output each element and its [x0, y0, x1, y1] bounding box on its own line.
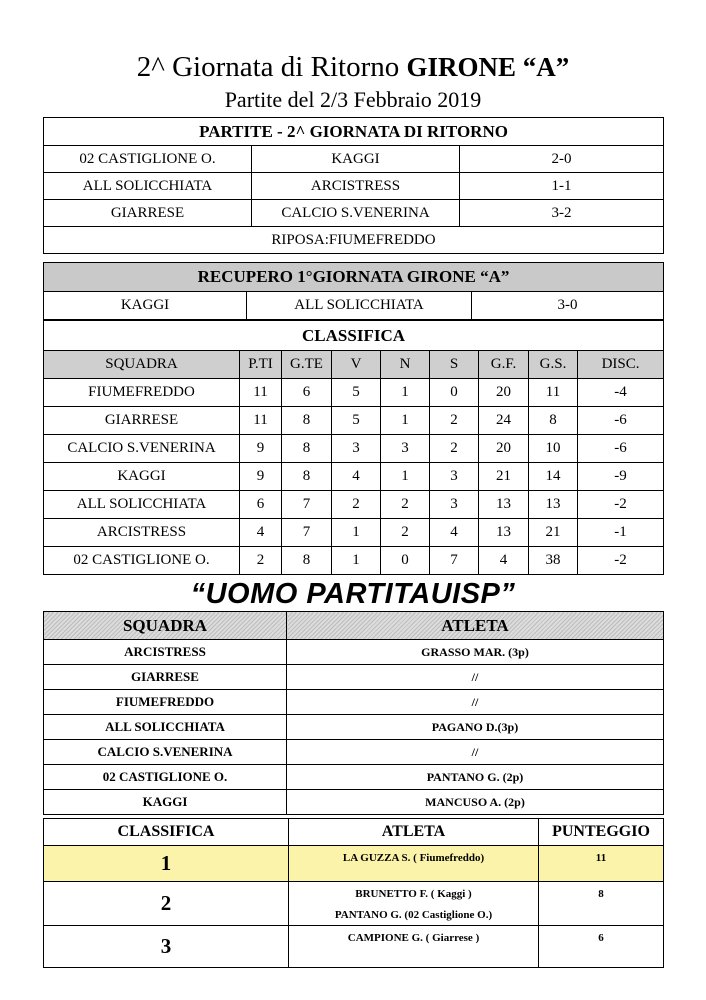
athlete-name: BRUNETTO F. ( Kaggi )	[355, 888, 472, 900]
cell: 02 CASTIGLIONE O.	[44, 547, 240, 575]
match-score: 1-1	[460, 173, 664, 200]
ranking-row	[44, 882, 664, 926]
cell: 2	[381, 491, 430, 519]
uomo-athlete: //	[287, 740, 664, 765]
recovery-away: ALL SOLICCHIATA	[247, 292, 472, 320]
col-punteggio: PUNTEGGIO	[539, 819, 664, 846]
uomo-header-row	[44, 612, 664, 640]
cell: 20	[479, 379, 529, 407]
cell: 8	[282, 463, 332, 491]
cell: 3	[332, 435, 381, 463]
uomo-team: FIUMEFREDDO	[44, 690, 287, 715]
rest-team: RIPOSA:FIUMEFREDDO	[44, 227, 664, 254]
cell: 14	[529, 463, 578, 491]
recovery-row	[44, 292, 664, 320]
col-atleta: ATLETA	[289, 819, 539, 846]
uomo-row	[44, 765, 664, 790]
cell: 0	[430, 379, 479, 407]
col-squadra: SQUADRA	[44, 351, 240, 379]
cell: 8	[282, 547, 332, 575]
cell: 4	[332, 463, 381, 491]
cell: 24	[479, 407, 529, 435]
cell: 2	[332, 491, 381, 519]
uomo-partita-heading: “UOMO PARTITAUISP”	[190, 578, 516, 610]
match-away: ARCISTRESS	[252, 173, 460, 200]
cell: ALL SOLICCHIATA	[44, 491, 240, 519]
match-home: 02 CASTIGLIONE O.	[44, 146, 252, 173]
uomo-team: ARCISTRESS	[44, 640, 287, 665]
uomo-team: 02 CASTIGLIONE O.	[44, 765, 287, 790]
title-bold: GIRONE “A”	[406, 52, 570, 82]
cell: 4	[240, 519, 282, 547]
uomo-partita-table	[43, 611, 664, 815]
col-punti: P.TI	[240, 351, 282, 379]
col-sconfitte: S	[430, 351, 479, 379]
col-gol-subiti: G.S.	[529, 351, 578, 379]
standings-header-row	[44, 351, 664, 379]
title-plain: 2^ Giornata di Ritorno	[136, 51, 400, 83]
recovery-heading: RECUPERO 1°GIORNATA GIRONE “A”	[44, 263, 664, 292]
cell: -9	[578, 463, 664, 491]
cell: 20	[479, 435, 529, 463]
cell: 11	[240, 407, 282, 435]
standings-row	[44, 407, 664, 435]
ranking-points: 11	[539, 846, 664, 882]
match-score: 3-2	[460, 200, 664, 227]
uomo-athlete: GRASSO MAR. (3p)	[287, 640, 664, 665]
cell: 21	[479, 463, 529, 491]
page-subtitle: Partite del 2/3 Febbraio 2019	[224, 87, 482, 112]
standings-row	[44, 491, 664, 519]
cell: 13	[479, 491, 529, 519]
ranking-row	[44, 926, 664, 968]
cell: 3	[381, 435, 430, 463]
standings-heading: CLASSIFICA	[44, 321, 664, 351]
ranking-position: 3	[44, 926, 289, 968]
match-away: CALCIO S.VENERINA	[252, 200, 460, 227]
cell: 2	[430, 407, 479, 435]
uomo-team: KAGGI	[44, 790, 287, 815]
athlete-name: CAMPIONE G. ( Giarrese )	[347, 932, 480, 944]
standings-row	[44, 463, 664, 491]
standings-row	[44, 519, 664, 547]
uomo-row	[44, 740, 664, 765]
cell: 8	[282, 407, 332, 435]
uomo-team: ALL SOLICCHIATA	[44, 715, 287, 740]
cell: 6	[282, 379, 332, 407]
standings-row	[44, 435, 664, 463]
col-disciplina: DISC.	[578, 351, 664, 379]
cell: -1	[578, 519, 664, 547]
uomo-row	[44, 690, 664, 715]
standings-table	[43, 320, 664, 575]
cell: -2	[578, 547, 664, 575]
match-away: KAGGI	[252, 146, 460, 173]
ranking-position: 1	[44, 846, 289, 882]
cell: 7	[430, 547, 479, 575]
ranking-athlete	[289, 846, 539, 882]
col-vinte: V	[332, 351, 381, 379]
cell: 11	[240, 379, 282, 407]
cell: 38	[529, 547, 578, 575]
uomo-team: GIARRESE	[44, 665, 287, 690]
cell: ARCISTRESS	[44, 519, 240, 547]
cell: 1	[381, 463, 430, 491]
athlete-name: PANTANO G. (02 Castiglione O.)	[334, 909, 493, 921]
cell: 5	[332, 379, 381, 407]
cell: 13	[479, 519, 529, 547]
cell: 5	[332, 407, 381, 435]
col-squadra: SQUADRA	[44, 612, 287, 640]
uomo-athlete: MANCUSO A. (2p)	[287, 790, 664, 815]
matches-table	[43, 117, 664, 254]
cell: 0	[381, 547, 430, 575]
match-home: ALL SOLICCHIATA	[44, 173, 252, 200]
cell: 8	[282, 435, 332, 463]
standings-row	[44, 379, 664, 407]
match-row	[44, 173, 664, 200]
recovery-score: 3-0	[472, 292, 664, 320]
cell: 6	[240, 491, 282, 519]
uomo-row	[44, 715, 664, 740]
ranking-athlete	[289, 882, 539, 926]
col-atleta: ATLETA	[287, 612, 664, 640]
cell: 1	[381, 407, 430, 435]
cell: 2	[381, 519, 430, 547]
recovery-home: KAGGI	[44, 292, 247, 320]
uomo-athlete: PANTANO G. (2p)	[287, 765, 664, 790]
cell: 1	[381, 379, 430, 407]
ranking-header-row	[44, 819, 664, 846]
match-row	[44, 200, 664, 227]
col-nulle: N	[381, 351, 430, 379]
ranking-position: 2	[44, 882, 289, 926]
uomo-athlete: //	[287, 690, 664, 715]
page-title	[0, 50, 706, 84]
ranking-row	[44, 846, 664, 882]
cell: -2	[578, 491, 664, 519]
cell: 4	[430, 519, 479, 547]
cell: 9	[240, 463, 282, 491]
athlete-name: LA GUZZA S. ( Fiumefreddo)	[342, 852, 485, 864]
cell: 13	[529, 491, 578, 519]
col-classifica: CLASSIFICA	[44, 819, 289, 846]
uomo-row	[44, 790, 664, 815]
cell: 8	[529, 407, 578, 435]
cell: 1	[332, 547, 381, 575]
cell: 10	[529, 435, 578, 463]
uomo-athlete: PAGANO D.(3p)	[287, 715, 664, 740]
cell: 7	[282, 491, 332, 519]
match-score: 2-0	[460, 146, 664, 173]
uomo-athlete: //	[287, 665, 664, 690]
cell: 2	[240, 547, 282, 575]
cell: 9	[240, 435, 282, 463]
cell: -4	[578, 379, 664, 407]
cell: CALCIO S.VENERINA	[44, 435, 240, 463]
cell: 11	[529, 379, 578, 407]
ranking-points: 8	[539, 882, 664, 926]
cell: 4	[479, 547, 529, 575]
ranking-points: 6	[539, 926, 664, 968]
matches-heading: PARTITE - 2^ GIORNATA DI RITORNO	[44, 118, 664, 146]
ranking-athlete	[289, 926, 539, 968]
standings-row	[44, 547, 664, 575]
player-ranking-table	[43, 818, 664, 968]
cell: 3	[430, 463, 479, 491]
cell: -6	[578, 407, 664, 435]
cell: KAGGI	[44, 463, 240, 491]
uomo-team: CALCIO S.VENERINA	[44, 740, 287, 765]
cell: 3	[430, 491, 479, 519]
cell: GIARRESE	[44, 407, 240, 435]
cell: -6	[578, 435, 664, 463]
uomo-row	[44, 665, 664, 690]
recovery-table	[43, 262, 664, 320]
cell: 1	[332, 519, 381, 547]
cell: FIUMEFREDDO	[44, 379, 240, 407]
cell: 2	[430, 435, 479, 463]
cell: 7	[282, 519, 332, 547]
col-giocate: G.TE	[282, 351, 332, 379]
cell: 21	[529, 519, 578, 547]
match-home: GIARRESE	[44, 200, 252, 227]
col-gol-fatti: G.F.	[479, 351, 529, 379]
match-row	[44, 146, 664, 173]
uomo-row	[44, 640, 664, 665]
